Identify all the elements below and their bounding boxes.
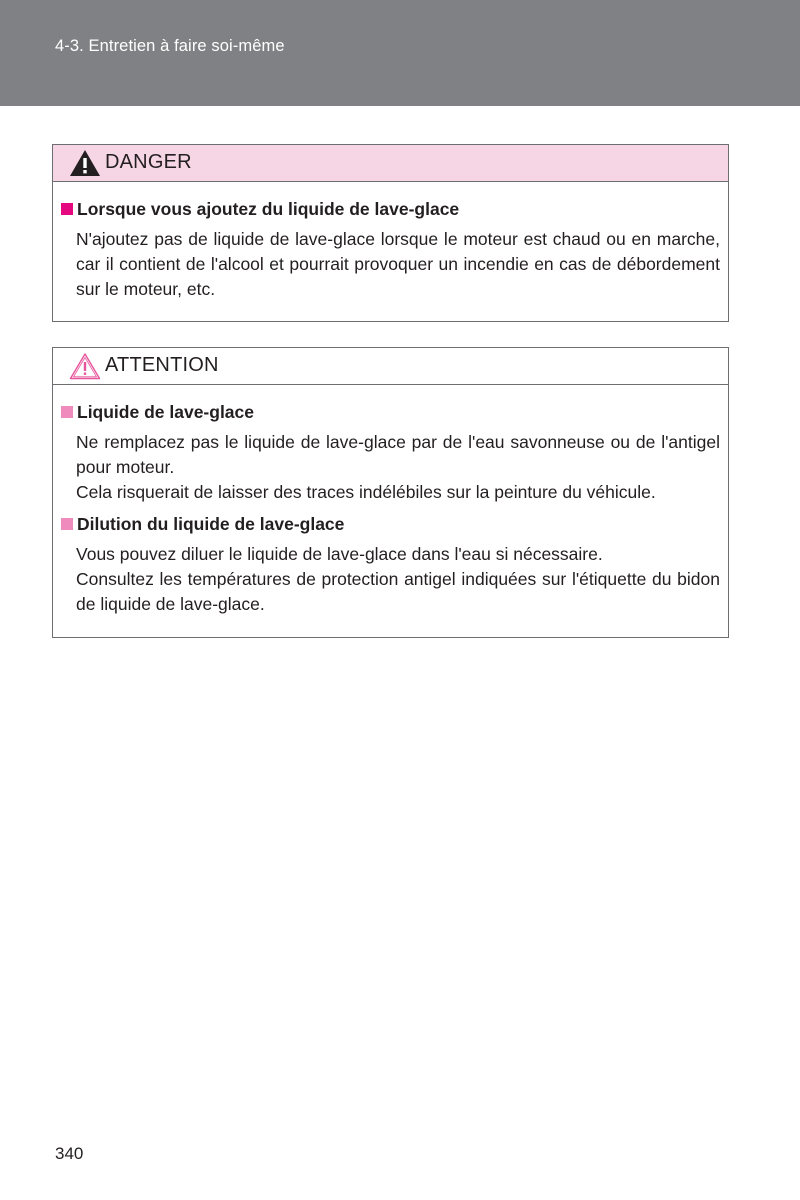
section-heading-text: Lorsque vous ajoutez du liquide de lave-glace bbox=[77, 199, 460, 219]
paragraph: Ne remplacez pas le liquide de lave-glace par de l'eau savonneuse ou de l'antigel pour moteur. bbox=[76, 432, 720, 477]
section-bullet bbox=[61, 518, 73, 530]
danger-box-body bbox=[53, 182, 728, 302]
section-body bbox=[76, 542, 720, 617]
attention-title: ATTENTION bbox=[105, 354, 219, 376]
page-number: 340 bbox=[55, 1144, 84, 1163]
danger-box-header bbox=[53, 145, 728, 182]
attention-box bbox=[52, 347, 729, 638]
attention-section-dilution bbox=[61, 512, 720, 617]
section-heading-text: Liquide de lave-glace bbox=[77, 402, 254, 422]
section-heading bbox=[61, 197, 720, 221]
danger-title: DANGER bbox=[105, 151, 192, 173]
paragraph: Consultez les températures de protection antigel indiquées sur l'étiquette du bidon de liquide de lave-glace. bbox=[76, 569, 720, 614]
section-bullet bbox=[61, 203, 73, 215]
header-bar bbox=[0, 0, 800, 106]
danger-section bbox=[61, 197, 720, 302]
warning-triangle-outline-icon bbox=[69, 352, 101, 380]
paragraph: N'ajoutez pas de liquide de lave-glace lorsque le moteur est chaud ou en marche, car il contient de l'alcool et pourrait provoquer un incendie en cas de débordement sur le moteur, etc. bbox=[76, 229, 720, 299]
section-heading bbox=[61, 512, 720, 536]
attention-section-fluid bbox=[61, 400, 720, 505]
danger-box bbox=[52, 144, 729, 322]
section-bullet bbox=[61, 406, 73, 418]
paragraph: Cela risquerait de laisser des traces indélébiles sur la peinture du véhicule. bbox=[76, 482, 656, 502]
section-heading bbox=[61, 400, 720, 424]
section-body bbox=[76, 227, 720, 302]
attention-box-body bbox=[53, 385, 728, 617]
section-heading-text: Dilution du liquide de lave-glace bbox=[77, 514, 345, 534]
attention-box-header bbox=[53, 348, 728, 385]
warning-triangle-filled-icon bbox=[69, 149, 101, 177]
section-body bbox=[76, 430, 720, 505]
paragraph: Vous pouvez diluer le liquide de lave-glace dans l'eau si nécessaire. bbox=[76, 544, 603, 564]
section-title: 4-3. Entretien à faire soi-même bbox=[55, 37, 285, 55]
